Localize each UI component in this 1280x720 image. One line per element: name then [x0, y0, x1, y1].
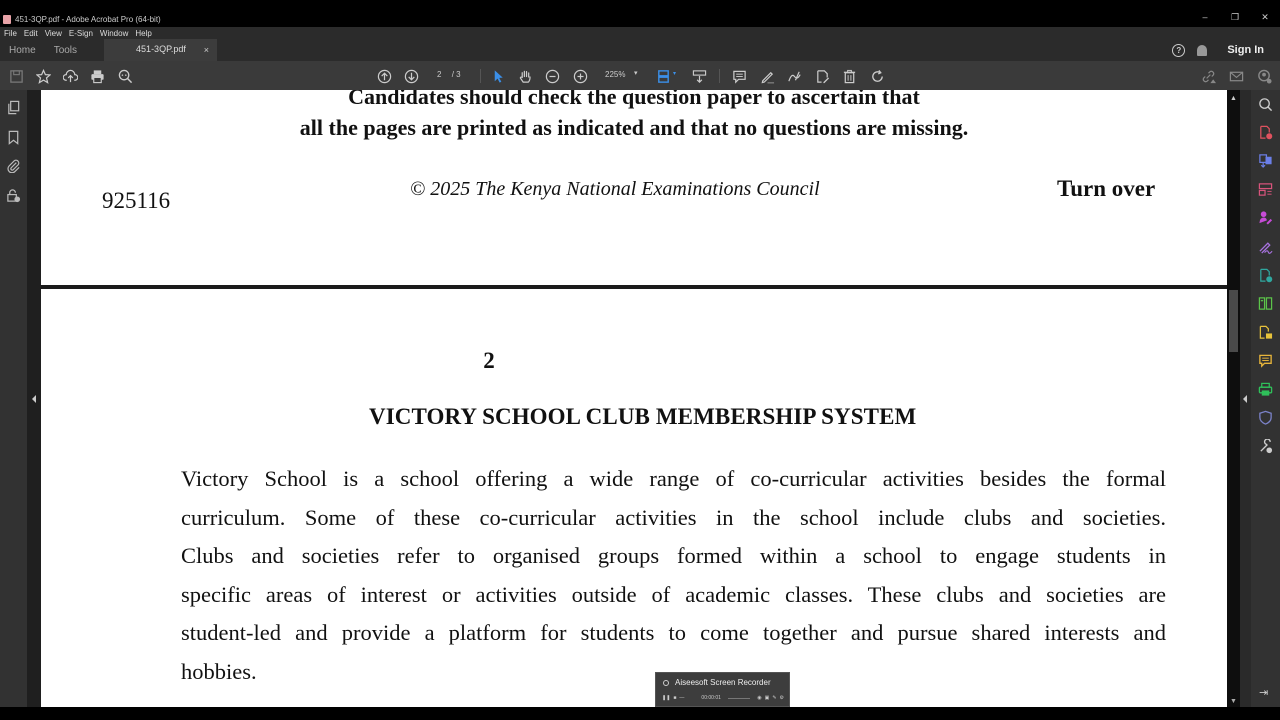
instruction-line-2: all the pages are printed as indicated and that no questions are missing.: [299, 115, 969, 140]
current-page-input[interactable]: 2: [437, 70, 442, 79]
scroll-up-icon[interactable]: ▲: [1230, 95, 1237, 102]
menu-file[interactable]: File: [4, 28, 17, 38]
more-tools-icon[interactable]: [1258, 439, 1273, 454]
search-zoom-icon[interactable]: [1258, 97, 1273, 112]
left-pane-toggle[interactable]: [27, 90, 41, 707]
paragraph-line: Clubs and societies refer to organised groups formed within a school to engage students in: [181, 543, 1166, 569]
export-pdf-icon[interactable]: [1258, 268, 1273, 283]
menu-view[interactable]: View: [44, 28, 62, 38]
menu-esign[interactable]: E-Sign: [68, 28, 93, 38]
window-controls: [1190, 12, 1280, 23]
recorder-logo-icon: [663, 680, 669, 686]
left-navigation-pane: [0, 90, 27, 707]
vertical-scrollbar[interactable]: [1227, 90, 1240, 707]
toolbar-divider: [480, 69, 481, 83]
menu-edit[interactable]: Edit: [23, 28, 38, 38]
page-thumbnails-icon[interactable]: [6, 100, 21, 115]
recorder-title: Aiseesoft Screen Recorder: [675, 678, 771, 687]
previous-page-icon[interactable]: [376, 68, 392, 84]
comment-icon[interactable]: [1258, 353, 1273, 368]
page-separator: [41, 285, 1227, 289]
tools-pane: [1251, 90, 1280, 707]
add-user-icon[interactable]: [1256, 68, 1272, 84]
bookmark-icon[interactable]: [6, 130, 21, 145]
copyright-notice: © 2025 The Kenya National Examinations Council: [410, 178, 820, 200]
collapse-tools-pane-icon[interactable]: ⇥: [1259, 687, 1269, 699]
fit-page-icon[interactable]: [655, 68, 671, 84]
recording-time: 00:00:01: [701, 695, 721, 701]
request-signatures-icon[interactable]: [1258, 210, 1273, 225]
scroll-down-icon[interactable]: ▼: [1230, 698, 1237, 705]
gear-icon[interactable]: ⚙: [779, 695, 784, 701]
close-tab-icon[interactable]: ×: [203, 45, 210, 55]
page-indicator: [437, 70, 461, 79]
paragraph-line: Victory School is a school offering a wide range of co-curricular activities besides the formal: [181, 466, 1166, 491]
save-icon[interactable]: [8, 68, 24, 84]
turn-over-label: Turn over: [1057, 176, 1156, 201]
create-pdf-icon[interactable]: [1258, 125, 1273, 140]
share-link-icon[interactable]: [1200, 68, 1216, 84]
recorder-controls: [662, 695, 784, 701]
document-view[interactable]: [41, 90, 1227, 707]
hand-tool-icon[interactable]: [517, 68, 533, 84]
next-page-icon[interactable]: [403, 68, 419, 84]
pause-icon[interactable]: ❚❚: [662, 695, 671, 701]
restore-button[interactable]: ❐: [1230, 12, 1240, 22]
page-number: 2: [483, 348, 495, 373]
email-icon[interactable]: [1228, 68, 1244, 84]
expand-left-pane-icon[interactable]: [32, 395, 36, 403]
menu-window[interactable]: Window: [99, 28, 129, 38]
right-pane-toggle[interactable]: [1240, 90, 1251, 707]
cloud-upload-icon[interactable]: [62, 68, 78, 84]
acrobat-app-icon: [3, 15, 11, 24]
scroll-mode-icon[interactable]: [691, 68, 707, 84]
paragraph-line: student-led and provide a platform for students to come together and pursue shared interests and: [181, 620, 1166, 646]
zoom-in-icon[interactable]: [572, 68, 588, 84]
protect-shield-icon[interactable]: [1258, 410, 1273, 425]
scrollbar-thumb[interactable]: [1229, 290, 1238, 352]
main-toolbar: [0, 61, 1280, 90]
menu-help[interactable]: Help: [135, 28, 152, 38]
fit-dropdown-caret-icon[interactable]: ▾: [673, 71, 677, 77]
close-window-button[interactable]: ✕: [1261, 12, 1269, 22]
settings-icon[interactable]: ▣: [764, 695, 770, 701]
fill-sign-icon[interactable]: [1258, 239, 1273, 254]
rotate-icon[interactable]: [869, 68, 885, 84]
recording-progress: [728, 698, 750, 699]
tab-document-label: 451-3QP.pdf: [136, 44, 186, 54]
menu-bar: [0, 27, 1280, 39]
minimize-recorder-icon[interactable]: —: [679, 695, 685, 701]
edit-text-icon[interactable]: [814, 68, 830, 84]
tab-document[interactable]: [104, 39, 217, 61]
tab-tools[interactable]: Tools: [53, 44, 78, 56]
organize-pages-icon[interactable]: [1258, 182, 1273, 197]
collapse-right-pane-icon[interactable]: [1243, 395, 1247, 403]
screen-recorder-widget[interactable]: [655, 672, 790, 707]
window-title: 451-3QP.pdf - Adobe Acrobat Pro (64-bit): [15, 15, 161, 24]
body-paragraph: [181, 460, 1166, 692]
zoom-out-icon[interactable]: [544, 68, 560, 84]
instruction-line-1: Candidates should check the question paper to ascertain that: [348, 90, 920, 109]
notifications-bell-icon[interactable]: [1197, 45, 1207, 56]
sign-draw-icon[interactable]: [786, 68, 802, 84]
star-bookmark-icon[interactable]: [35, 68, 51, 84]
paragraph-line: specific areas of interest or activities outside of academic classes. These clubs and societies are: [181, 581, 1166, 607]
send-review-icon[interactable]: [1258, 325, 1273, 340]
tab-home[interactable]: Home: [9, 44, 36, 56]
bottom-edge: [0, 707, 1280, 720]
delete-trash-icon[interactable]: [841, 68, 857, 84]
help-icon[interactable]: ?: [1172, 44, 1185, 57]
zoom-level-dropdown[interactable]: 225%: [605, 70, 626, 79]
header-actions: [1172, 39, 1280, 61]
chevron-down-icon[interactable]: ▾: [634, 70, 638, 77]
sign-in-button[interactable]: Sign In: [1227, 44, 1264, 56]
attachment-icon[interactable]: [6, 158, 21, 173]
security-lock-icon[interactable]: [6, 188, 21, 203]
toolbar-divider: [719, 69, 720, 83]
section-heading: VICTORY SCHOOL CLUB MEMBERSHIP SYSTEM: [369, 404, 917, 429]
comment-icon[interactable]: [731, 68, 747, 84]
print-icon[interactable]: [89, 68, 105, 84]
tools-icon[interactable]: ✎: [772, 695, 777, 701]
tab-bar: [0, 39, 1280, 61]
highlight-pen-icon[interactable]: [759, 68, 775, 84]
page-total: / 3: [451, 70, 461, 79]
stop-icon[interactable]: ■: [673, 695, 677, 701]
minimize-button[interactable]: –: [1202, 12, 1208, 22]
search-zoom-icon[interactable]: [117, 68, 133, 84]
edit-pdf-icon[interactable]: [1258, 296, 1273, 311]
paragraph-line: hobbies.: [181, 658, 257, 684]
combine-files-icon[interactable]: [1258, 153, 1273, 168]
select-pointer-icon[interactable]: [490, 68, 506, 84]
print-production-icon[interactable]: [1258, 382, 1273, 397]
paper-code: 925116: [102, 188, 171, 213]
camera-icon[interactable]: ◉: [757, 695, 762, 701]
title-bar: [0, 0, 1280, 27]
paragraph-line: curriculum. Some of these co-curricular activities in the school include clubs and societies.: [181, 504, 1166, 530]
